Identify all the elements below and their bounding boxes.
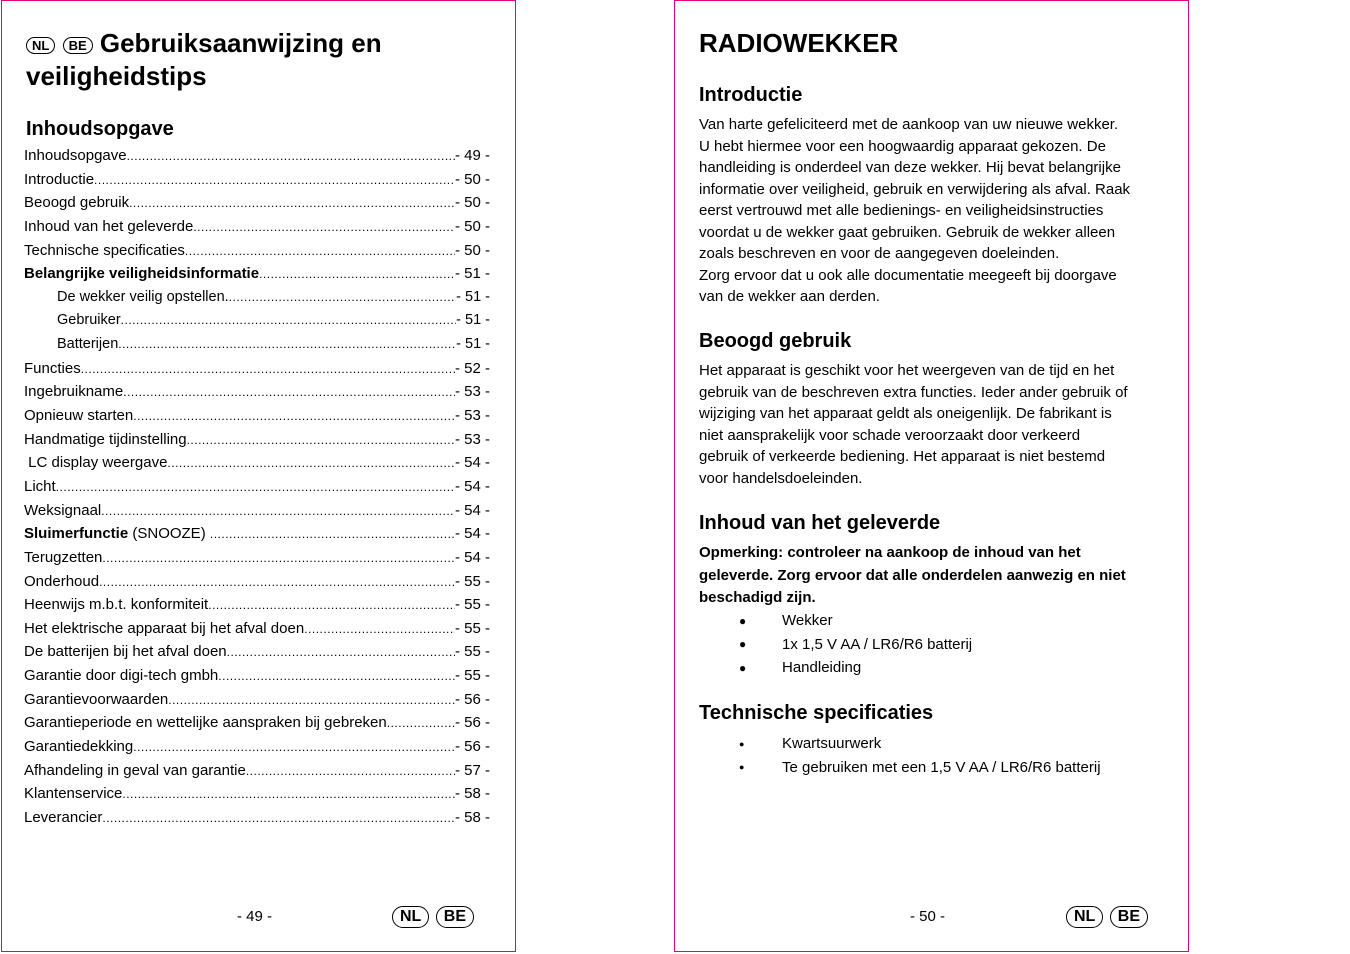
toc-row[interactable] bbox=[24, 336, 490, 360]
toc-row[interactable] bbox=[24, 360, 490, 384]
toc-title: Handmatige tijdinstelling bbox=[24, 430, 187, 448]
bullet-icon: ● bbox=[739, 613, 747, 628]
toc-row[interactable] bbox=[24, 620, 490, 644]
table-of-contents bbox=[24, 147, 490, 833]
bullet-icon: ● bbox=[739, 637, 747, 652]
toc-title: Afhandeling in geval van garantie bbox=[24, 761, 246, 779]
toc-page: - 55 - bbox=[454, 572, 490, 590]
toc-page: - 56 - bbox=[454, 714, 490, 732]
toc-page: - 50 - bbox=[454, 194, 490, 212]
toc-title: Ingebruikname bbox=[24, 383, 124, 401]
contents-list bbox=[739, 609, 972, 680]
list-item: ● Te gebruiken met een 1,5 V AA / LR6/R6 batterij bbox=[739, 758, 1101, 776]
specs-list bbox=[739, 732, 1101, 779]
toc-page: - 54 - bbox=[454, 548, 490, 566]
toc-row[interactable] bbox=[24, 785, 490, 809]
toc-page: - 51 - bbox=[456, 312, 490, 329]
toc-row[interactable] bbox=[24, 643, 490, 667]
toc-title: Introductie bbox=[24, 170, 95, 188]
toc-page: - 50 - bbox=[454, 217, 490, 235]
toc-title: LC display weergave bbox=[24, 454, 168, 472]
use-text: Het apparaat is geschikt voor het weergeven van de tijd en het gebruik van de beschreven extra functies. Ieder ander gebruik of wijziging van het apparaat geldt als oneigenlijk. De fabrikant is niet aansprakelijk voor schade veroorzaakt door verkeerd gebruik of verkeerde bediening. Het apparaat is niet bestemd voor handelsdoeleinden. bbox=[699, 362, 1128, 487]
toc-row[interactable] bbox=[24, 714, 490, 738]
flag-nl: NL bbox=[26, 37, 55, 54]
toc-row[interactable] bbox=[24, 667, 490, 691]
toc-row[interactable] bbox=[24, 549, 490, 573]
toc-page: - 50 - bbox=[454, 170, 490, 188]
toc-page: - 57 - bbox=[454, 761, 490, 779]
toc-page: - 55 - bbox=[454, 619, 490, 637]
toc-row[interactable] bbox=[24, 407, 490, 431]
intro-heading: Introductie bbox=[699, 84, 803, 106]
toc-page: - 55 - bbox=[454, 643, 490, 661]
toc-row[interactable] bbox=[24, 289, 490, 313]
toc-row[interactable] bbox=[24, 809, 490, 833]
left-title bbox=[26, 27, 382, 93]
toc-row[interactable] bbox=[24, 218, 490, 242]
toc-title: Licht bbox=[24, 477, 56, 495]
toc-row[interactable] bbox=[24, 242, 490, 266]
toc-row[interactable] bbox=[24, 265, 490, 289]
toc-page: - 51 - bbox=[454, 265, 490, 283]
toc-row[interactable] bbox=[24, 596, 490, 620]
toc-row[interactable] bbox=[24, 147, 490, 171]
flag-nl: NL bbox=[392, 906, 429, 928]
toc-page: - 51 - bbox=[456, 336, 490, 353]
toc-title: Opnieuw starten bbox=[24, 407, 134, 425]
toc-title: De wekker veilig opstellen. bbox=[57, 288, 229, 305]
right-footer-flags bbox=[1064, 906, 1148, 928]
toc-row[interactable] bbox=[24, 762, 490, 786]
left-footer-flags bbox=[390, 906, 474, 928]
toc-row[interactable] bbox=[24, 573, 490, 597]
toc-page: - 50 - bbox=[454, 241, 490, 259]
flag-be: BE bbox=[63, 37, 93, 54]
flag-nl: NL bbox=[1066, 906, 1103, 928]
toc-title: Belangrijke veiligheidsinformatie bbox=[24, 265, 260, 283]
toc-row[interactable] bbox=[24, 502, 490, 526]
toc-page: - 55 - bbox=[454, 596, 490, 614]
title-line-1: Gebruiksaanwijzing en bbox=[99, 28, 382, 58]
toc-heading: Inhoudsopgave bbox=[26, 118, 174, 140]
toc-page: - 54 - bbox=[454, 454, 490, 472]
bullet-icon: ● bbox=[739, 660, 747, 675]
toc-title: Leverancier bbox=[24, 808, 103, 826]
flag-be: BE bbox=[436, 906, 474, 928]
toc-row[interactable] bbox=[24, 194, 490, 218]
toc-row[interactable] bbox=[24, 478, 490, 502]
right-page-number: - 50 - bbox=[910, 908, 946, 925]
bullet-icon: ● bbox=[739, 738, 745, 749]
toc-title: Het elektrische apparaat bij het afval doen bbox=[24, 619, 305, 637]
use-heading: Beoogd gebruik bbox=[699, 330, 852, 352]
toc-page: - 53 - bbox=[454, 430, 490, 448]
toc-title: Garantieperiode en wettelijke aanspraken bij gebreken bbox=[24, 714, 387, 732]
list-item: ● 1x 1,5 V AA / LR6/R6 batterij bbox=[739, 635, 973, 653]
toc-title: Batterijen bbox=[57, 336, 119, 353]
toc-title: Terugzetten bbox=[24, 548, 103, 566]
toc-page: - 53 - bbox=[454, 407, 490, 425]
toc-title: Garantievoorwaarden bbox=[24, 690, 169, 708]
bullet-icon: ● bbox=[739, 762, 745, 773]
toc-row[interactable] bbox=[24, 738, 490, 762]
toc-page: - 51 - bbox=[456, 288, 490, 305]
toc-row[interactable] bbox=[24, 525, 490, 549]
left-page-number: - 49 - bbox=[237, 908, 273, 925]
toc-page: - 54 - bbox=[454, 525, 490, 543]
toc-title: Onderhoud bbox=[24, 572, 100, 590]
toc-title: Technische specificaties bbox=[24, 241, 185, 259]
toc-page: - 49 - bbox=[454, 147, 490, 164]
toc-row[interactable] bbox=[24, 383, 490, 407]
toc-title: De batterijen bij het afval doen bbox=[24, 643, 227, 661]
toc-page: - 56 - bbox=[454, 738, 490, 756]
specs-heading: Technische specificaties bbox=[699, 702, 934, 724]
intro-text: Van harte gefeliciteerd met de aankoop van uw nieuwe wekker. U hebt hiermee voor een hoogwaardig apparaat gekozen. De handleiding is onderdeel van deze wekker. Hij bevat belangrijke informatie over veiligheid, gebruik en verwijdering als afval. Raak eerst vertrouwd met alle bedienings- en veiligheidsinstructies voordat u de wekker gaat gebruiken. Gebruik de wekker alleen zoals beschreven en voor de aangegeven doeleinden. Zorg ervoor dat u ook alle documentatie meegeeft bij doorgave van de wekker aan derden. bbox=[699, 116, 1131, 305]
toc-page: - 55 - bbox=[454, 667, 490, 685]
toc-page: - 58 - bbox=[454, 808, 490, 826]
right-title: RADIOWEKKER bbox=[699, 28, 899, 58]
toc-row[interactable] bbox=[24, 312, 490, 336]
toc-row[interactable] bbox=[24, 431, 490, 455]
toc-title: Sluimerfunctie bbox=[24, 525, 129, 543]
toc-title: Beoogd gebruik bbox=[24, 194, 130, 212]
toc-page: - 54 - bbox=[454, 501, 490, 519]
toc-title: Gebruiker bbox=[57, 312, 121, 329]
contents-note: Opmerking: controleer na aankoop de inhoud van het geleverde. Zorg ervoor dat alle onderdelen aanwezig en niet beschadigd zijn. bbox=[699, 544, 1126, 606]
toc-page: - 56 - bbox=[454, 690, 490, 708]
toc-page: - 53 - bbox=[454, 383, 490, 401]
contents-heading: Inhoud van het geleverde bbox=[699, 512, 941, 534]
list-item: ● Kwartsuurwerk bbox=[739, 735, 882, 753]
list-item: ● Handleiding bbox=[739, 659, 862, 677]
toc-title: Functies bbox=[24, 359, 81, 377]
toc-title: Garantiedekking bbox=[24, 738, 134, 756]
toc-row[interactable] bbox=[24, 454, 490, 478]
title-line-2: veiligheidstips bbox=[26, 61, 207, 91]
toc-title: Inhoud van het geleverde bbox=[24, 217, 194, 235]
toc-row[interactable] bbox=[24, 691, 490, 715]
toc-title: Heenwijs m.b.t. konformiteit bbox=[24, 596, 209, 614]
toc-title-extra: (SNOOZE) bbox=[128, 525, 210, 543]
list-item: ● Wekker bbox=[739, 612, 833, 630]
toc-page: - 52 - bbox=[454, 359, 490, 377]
flag-be: BE bbox=[1110, 906, 1148, 928]
toc-title: Klantenservice bbox=[24, 785, 123, 803]
toc-title: Garantie door digi-tech gmbh bbox=[24, 667, 219, 685]
toc-page: - 58 - bbox=[454, 785, 490, 803]
toc-title: Weksignaal bbox=[24, 501, 102, 519]
toc-title: Inhoudsopgave bbox=[24, 147, 127, 164]
toc-page: - 54 - bbox=[454, 477, 490, 495]
toc-row[interactable] bbox=[24, 171, 490, 195]
